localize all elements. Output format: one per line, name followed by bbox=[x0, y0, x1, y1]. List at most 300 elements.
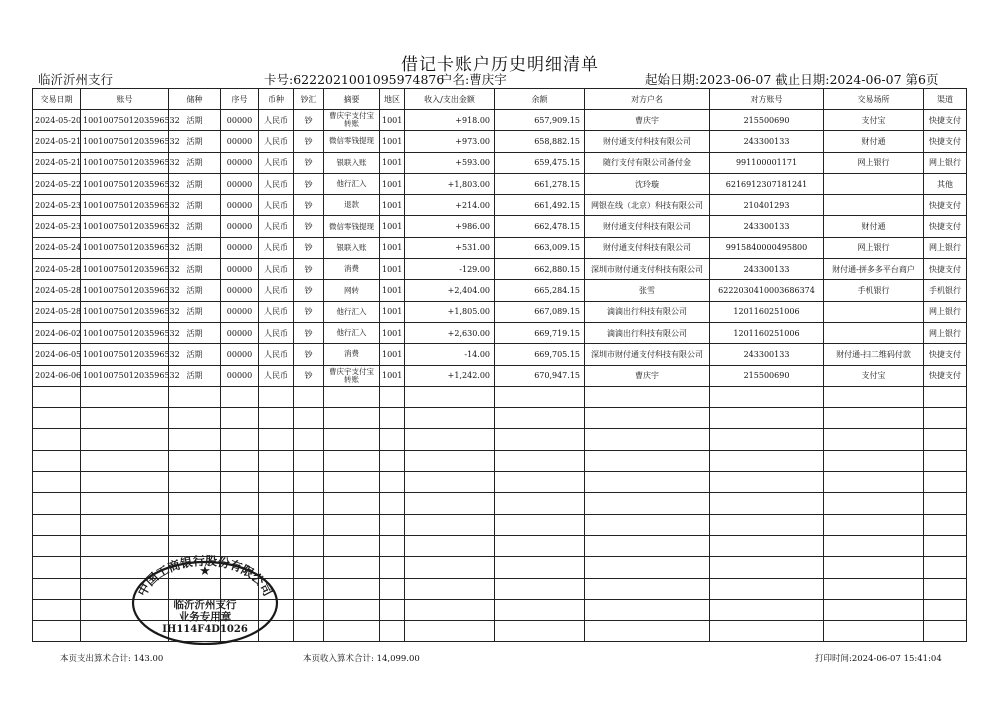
table-cell: 手机银行 bbox=[924, 280, 967, 301]
empty-cell bbox=[169, 450, 221, 471]
table-cell: 活期 bbox=[169, 322, 221, 343]
empty-cell bbox=[405, 408, 495, 429]
table-cell: +2,630.00 bbox=[405, 322, 495, 343]
card-number: 卡号:6222021001095974876 bbox=[264, 72, 445, 87]
empty-cell bbox=[495, 514, 585, 535]
table-cell bbox=[824, 322, 924, 343]
empty-row bbox=[33, 429, 967, 450]
table-cell: 215500690 bbox=[710, 365, 824, 386]
empty-cell bbox=[495, 429, 585, 450]
table-cell: 2024-05-22 bbox=[33, 173, 81, 194]
table-row bbox=[33, 131, 967, 152]
table-cell: 滴滴出行科技有限公司 bbox=[585, 301, 710, 322]
empty-cell bbox=[169, 472, 221, 493]
table-cell: 1001 bbox=[380, 237, 405, 258]
table-cell: 网转 bbox=[324, 280, 380, 301]
table-cell: 钞 bbox=[294, 110, 324, 131]
empty-cell bbox=[221, 514, 259, 535]
table-row bbox=[33, 216, 967, 237]
empty-cell bbox=[710, 557, 824, 578]
empty-cell bbox=[259, 450, 294, 471]
empty-cell bbox=[495, 450, 585, 471]
branch-name: 临沂沂州支行 bbox=[38, 72, 114, 87]
table-cell: 1201160251006 bbox=[710, 301, 824, 322]
empty-cell bbox=[294, 472, 324, 493]
empty-cell bbox=[405, 557, 495, 578]
col-header: 余额 bbox=[495, 89, 585, 110]
table-row bbox=[33, 173, 967, 194]
statement-title: 借记卡账户历史明细清单 bbox=[401, 55, 599, 75]
empty-cell bbox=[585, 578, 710, 599]
table-cell: 滴滴出行科技有限公司 bbox=[585, 322, 710, 343]
empty-cell bbox=[824, 408, 924, 429]
table-cell: 快捷支付 bbox=[924, 131, 967, 152]
empty-cell bbox=[824, 450, 924, 471]
table-cell: 银联入账 bbox=[324, 237, 380, 258]
empty-cell bbox=[824, 493, 924, 514]
table-cell: +973.00 bbox=[405, 131, 495, 152]
table-cell: 1001 bbox=[380, 110, 405, 131]
table-cell: 活期 bbox=[169, 152, 221, 173]
table-cell: 2024-06-02 bbox=[33, 322, 81, 343]
table-cell: 665,284.15 bbox=[495, 280, 585, 301]
table-cell: 991100001171 bbox=[710, 152, 824, 173]
empty-cell bbox=[405, 514, 495, 535]
col-header: 对方户名 bbox=[585, 89, 710, 110]
empty-cell bbox=[259, 472, 294, 493]
table-cell: 钞 bbox=[294, 173, 324, 194]
table-cell: 1001007501203596532 bbox=[81, 259, 169, 280]
col-header: 渠道 bbox=[924, 89, 967, 110]
empty-cell bbox=[924, 599, 967, 620]
empty-cell bbox=[924, 557, 967, 578]
table-cell: 210401293 bbox=[710, 195, 824, 216]
table-cell: 1001007501203596532 bbox=[81, 301, 169, 322]
empty-cell bbox=[324, 450, 380, 471]
table-cell: 243300133 bbox=[710, 131, 824, 152]
table-cell: 网上银行 bbox=[824, 152, 924, 173]
empty-cell bbox=[324, 557, 380, 578]
empty-cell bbox=[405, 535, 495, 556]
table-cell: 9915840000495800 bbox=[710, 237, 824, 258]
empty-cell bbox=[824, 578, 924, 599]
table-cell: 人民币 bbox=[259, 322, 294, 343]
empty-cell bbox=[33, 408, 81, 429]
empty-row bbox=[33, 514, 967, 535]
table-row bbox=[33, 152, 967, 173]
table-cell: 人民币 bbox=[259, 301, 294, 322]
table-cell: 1001007501203596532 bbox=[81, 280, 169, 301]
table-cell: 667,089.15 bbox=[495, 301, 585, 322]
table-cell: 00000 bbox=[221, 301, 259, 322]
table-cell: 钞 bbox=[294, 344, 324, 365]
table-cell: 活期 bbox=[169, 173, 221, 194]
empty-cell bbox=[294, 408, 324, 429]
account-holder: 户名:曹庆宇 bbox=[440, 72, 507, 87]
empty-cell bbox=[495, 557, 585, 578]
col-header: 交易日期 bbox=[33, 89, 81, 110]
empty-cell bbox=[33, 599, 81, 620]
table-cell: 1001 bbox=[380, 216, 405, 237]
table-cell: 661,278.15 bbox=[495, 173, 585, 194]
table-cell: 手机银行 bbox=[824, 280, 924, 301]
empty-cell bbox=[710, 621, 824, 642]
empty-cell bbox=[710, 408, 824, 429]
table-cell: 活期 bbox=[169, 110, 221, 131]
empty-row bbox=[33, 408, 967, 429]
table-cell: 曹庆宇 bbox=[585, 365, 710, 386]
seal-star-icon: ★ bbox=[199, 564, 211, 579]
empty-cell bbox=[324, 408, 380, 429]
table-cell: 银联入账 bbox=[324, 152, 380, 173]
table-cell: 人民币 bbox=[259, 259, 294, 280]
table-cell: 663,009.15 bbox=[495, 237, 585, 258]
empty-cell bbox=[33, 621, 81, 642]
table-cell: 669,705.15 bbox=[495, 344, 585, 365]
table-cell: +986.00 bbox=[405, 216, 495, 237]
table-cell: 人民币 bbox=[259, 195, 294, 216]
table-cell: 人民币 bbox=[259, 344, 294, 365]
empty-cell bbox=[495, 535, 585, 556]
table-cell: 活期 bbox=[169, 131, 221, 152]
table-cell: 1001 bbox=[380, 322, 405, 343]
empty-cell bbox=[924, 578, 967, 599]
empty-cell bbox=[33, 386, 81, 407]
empty-cell bbox=[294, 386, 324, 407]
seal-arc-text: 中国工商银行股份有限公司 bbox=[134, 553, 276, 599]
table-cell: -129.00 bbox=[405, 259, 495, 280]
table-cell: +1,242.00 bbox=[405, 365, 495, 386]
empty-cell bbox=[405, 386, 495, 407]
empty-cell bbox=[169, 493, 221, 514]
empty-cell bbox=[710, 578, 824, 599]
empty-cell bbox=[380, 557, 405, 578]
empty-cell bbox=[710, 429, 824, 450]
empty-cell bbox=[585, 557, 710, 578]
empty-cell bbox=[924, 472, 967, 493]
col-header: 账号 bbox=[81, 89, 169, 110]
empty-cell bbox=[495, 386, 585, 407]
col-header: 地区 bbox=[380, 89, 405, 110]
table-cell: 活期 bbox=[169, 195, 221, 216]
table-cell: 网上银行 bbox=[924, 152, 967, 173]
table-cell: 消费 bbox=[324, 344, 380, 365]
empty-cell bbox=[710, 535, 824, 556]
table-cell: 曹庆宇支付宝转账 bbox=[324, 110, 380, 131]
table-cell: 活期 bbox=[169, 365, 221, 386]
table-cell: 钞 bbox=[294, 280, 324, 301]
table-cell: 1001007501203596532 bbox=[81, 322, 169, 343]
empty-cell bbox=[33, 472, 81, 493]
empty-cell bbox=[824, 599, 924, 620]
empty-cell bbox=[924, 386, 967, 407]
table-cell: 快捷支付 bbox=[924, 110, 967, 131]
table-row bbox=[33, 344, 967, 365]
table-cell: 00000 bbox=[221, 237, 259, 258]
table-cell: 曹庆宇 bbox=[585, 110, 710, 131]
table-row bbox=[33, 110, 967, 131]
table-cell: 6216912307181241 bbox=[710, 173, 824, 194]
table-cell bbox=[824, 195, 924, 216]
table-cell: 网上银行 bbox=[924, 301, 967, 322]
empty-cell bbox=[585, 450, 710, 471]
table-cell: 243300133 bbox=[710, 216, 824, 237]
empty-cell bbox=[380, 429, 405, 450]
empty-cell bbox=[81, 514, 169, 535]
table-cell: 1001 bbox=[380, 259, 405, 280]
table-cell bbox=[824, 173, 924, 194]
col-header: 交易场所 bbox=[824, 89, 924, 110]
table-cell: +1,805.00 bbox=[405, 301, 495, 322]
empty-cell bbox=[495, 493, 585, 514]
empty-cell bbox=[585, 493, 710, 514]
table-cell: 财付通支付科技有限公司 bbox=[585, 237, 710, 258]
empty-cell bbox=[294, 535, 324, 556]
empty-cell bbox=[324, 535, 380, 556]
table-cell: 财付通支付科技有限公司 bbox=[585, 131, 710, 152]
table-cell: 1001007501203596532 bbox=[81, 195, 169, 216]
empty-cell bbox=[33, 535, 81, 556]
empty-cell bbox=[294, 493, 324, 514]
empty-cell bbox=[81, 472, 169, 493]
empty-cell bbox=[380, 599, 405, 620]
table-cell: 1001 bbox=[380, 173, 405, 194]
empty-cell bbox=[380, 493, 405, 514]
empty-cell bbox=[324, 472, 380, 493]
empty-cell bbox=[710, 599, 824, 620]
empty-cell bbox=[380, 408, 405, 429]
empty-cell bbox=[380, 578, 405, 599]
table-cell: 00000 bbox=[221, 173, 259, 194]
table-cell: 1001007501203596532 bbox=[81, 237, 169, 258]
empty-cell bbox=[33, 557, 81, 578]
table-cell: 1001 bbox=[380, 301, 405, 322]
table-cell: +531.00 bbox=[405, 237, 495, 258]
table-cell: 财付通 bbox=[824, 216, 924, 237]
table-cell: 快捷支付 bbox=[924, 259, 967, 280]
empty-cell bbox=[324, 621, 380, 642]
table-cell: 财付通-扫二维码付款 bbox=[824, 344, 924, 365]
table-cell: 他行汇入 bbox=[324, 322, 380, 343]
empty-cell bbox=[924, 535, 967, 556]
table-row bbox=[33, 365, 967, 386]
table-cell: 661,492.15 bbox=[495, 195, 585, 216]
table-cell: 243300133 bbox=[710, 344, 824, 365]
table-cell: 670,947.15 bbox=[495, 365, 585, 386]
table-row bbox=[33, 237, 967, 258]
empty-cell bbox=[169, 408, 221, 429]
table-cell: 快捷支付 bbox=[924, 216, 967, 237]
table-cell: +593.00 bbox=[405, 152, 495, 173]
empty-cell bbox=[33, 450, 81, 471]
empty-cell bbox=[259, 386, 294, 407]
table-cell: 1001 bbox=[380, 280, 405, 301]
table-cell: 人民币 bbox=[259, 152, 294, 173]
empty-cell bbox=[380, 621, 405, 642]
table-row bbox=[33, 259, 967, 280]
table-cell: 财付通 bbox=[824, 131, 924, 152]
table-cell: 人民币 bbox=[259, 365, 294, 386]
table-cell: 活期 bbox=[169, 280, 221, 301]
empty-cell bbox=[710, 450, 824, 471]
empty-row bbox=[33, 386, 967, 407]
empty-cell bbox=[924, 621, 967, 642]
table-cell: 网银在线（北京）科技有限公司 bbox=[585, 195, 710, 216]
table-cell: 深圳市财付通支付科技有限公司 bbox=[585, 344, 710, 365]
empty-cell bbox=[81, 408, 169, 429]
empty-cell bbox=[824, 535, 924, 556]
empty-cell bbox=[324, 429, 380, 450]
table-cell: 657,909.15 bbox=[495, 110, 585, 131]
empty-cell bbox=[405, 621, 495, 642]
table-cell: 网上银行 bbox=[824, 237, 924, 258]
table-cell: 1001007501203596532 bbox=[81, 152, 169, 173]
table-cell: 1001 bbox=[380, 195, 405, 216]
empty-cell bbox=[924, 514, 967, 535]
table-cell: 243300133 bbox=[710, 259, 824, 280]
table-header-row bbox=[33, 89, 967, 110]
empty-cell bbox=[33, 578, 81, 599]
table-cell: 1001 bbox=[380, 365, 405, 386]
empty-cell bbox=[824, 621, 924, 642]
empty-cell bbox=[33, 514, 81, 535]
empty-cell bbox=[710, 493, 824, 514]
empty-cell bbox=[169, 514, 221, 535]
empty-cell bbox=[495, 599, 585, 620]
table-cell: 退款 bbox=[324, 195, 380, 216]
empty-cell bbox=[924, 408, 967, 429]
empty-cell bbox=[81, 450, 169, 471]
table-cell: 钞 bbox=[294, 131, 324, 152]
table-cell: 2024-05-28 bbox=[33, 280, 81, 301]
table-cell: 钞 bbox=[294, 365, 324, 386]
seal-line2: 业务专用章 bbox=[178, 611, 232, 623]
empty-cell bbox=[294, 429, 324, 450]
col-header: 序号 bbox=[221, 89, 259, 110]
table-cell: 00000 bbox=[221, 110, 259, 131]
table-cell: 00000 bbox=[221, 344, 259, 365]
table-cell: 财付通支付科技有限公司 bbox=[585, 216, 710, 237]
empty-cell bbox=[380, 514, 405, 535]
empty-cell bbox=[221, 386, 259, 407]
table-cell: 1001007501203596532 bbox=[81, 110, 169, 131]
table-cell: 钞 bbox=[294, 152, 324, 173]
empty-cell bbox=[710, 514, 824, 535]
table-cell: 人民币 bbox=[259, 131, 294, 152]
empty-cell bbox=[81, 493, 169, 514]
empty-cell bbox=[585, 621, 710, 642]
empty-cell bbox=[710, 386, 824, 407]
table-cell: 2024-05-21 bbox=[33, 131, 81, 152]
table-cell: 1001007501203596532 bbox=[81, 131, 169, 152]
table-cell: 活期 bbox=[169, 237, 221, 258]
col-header: 钞汇 bbox=[294, 89, 324, 110]
empty-cell bbox=[33, 429, 81, 450]
table-cell: 1001 bbox=[380, 131, 405, 152]
table-cell: 人民币 bbox=[259, 173, 294, 194]
col-header: 币种 bbox=[259, 89, 294, 110]
empty-cell bbox=[924, 450, 967, 471]
table-cell: 其他 bbox=[924, 173, 967, 194]
empty-row bbox=[33, 472, 967, 493]
table-cell: 深圳市财付通支付科技有限公司 bbox=[585, 259, 710, 280]
table-cell: 钞 bbox=[294, 259, 324, 280]
empty-row bbox=[33, 450, 967, 471]
empty-cell bbox=[495, 408, 585, 429]
empty-cell bbox=[380, 472, 405, 493]
date-range-page: 起始日期:2023-06-07 截止日期:2024-06-07 第6页 bbox=[645, 72, 939, 87]
table-cell: 活期 bbox=[169, 216, 221, 237]
table-cell: 00000 bbox=[221, 365, 259, 386]
table-cell: 659,475.15 bbox=[495, 152, 585, 173]
table-cell: 00000 bbox=[221, 280, 259, 301]
empty-cell bbox=[294, 599, 324, 620]
empty-cell bbox=[824, 386, 924, 407]
empty-cell bbox=[294, 450, 324, 471]
empty-cell bbox=[324, 514, 380, 535]
table-cell: 支付宝 bbox=[824, 365, 924, 386]
empty-cell bbox=[405, 493, 495, 514]
table-row bbox=[33, 322, 967, 343]
empty-cell bbox=[405, 599, 495, 620]
table-cell: 快捷支付 bbox=[924, 365, 967, 386]
table-cell: +1,803.00 bbox=[405, 173, 495, 194]
empty-cell bbox=[259, 429, 294, 450]
table-cell: 人民币 bbox=[259, 216, 294, 237]
empty-cell bbox=[585, 408, 710, 429]
empty-cell bbox=[324, 599, 380, 620]
table-cell bbox=[824, 301, 924, 322]
table-cell: 669,719.15 bbox=[495, 322, 585, 343]
empty-cell bbox=[824, 472, 924, 493]
table-cell: 2024-05-24 bbox=[33, 237, 81, 258]
table-cell: +918.00 bbox=[405, 110, 495, 131]
table-cell: 沈玲璇 bbox=[585, 173, 710, 194]
empty-cell bbox=[33, 493, 81, 514]
table-cell: 2024-05-20 bbox=[33, 110, 81, 131]
table-cell: 微信零钱提现 bbox=[324, 216, 380, 237]
table-cell: 活期 bbox=[169, 344, 221, 365]
table-row bbox=[33, 280, 967, 301]
table-cell: 随行支付有限公司备付金 bbox=[585, 152, 710, 173]
empty-cell bbox=[585, 472, 710, 493]
table-cell: 微信零钱提现 bbox=[324, 131, 380, 152]
table-cell: 2024-06-05 bbox=[33, 344, 81, 365]
empty-cell bbox=[294, 578, 324, 599]
table-cell: 网上银行 bbox=[924, 237, 967, 258]
table-cell: 1001007501203596532 bbox=[81, 344, 169, 365]
table-cell: 2024-05-23 bbox=[33, 216, 81, 237]
table-cell: 00000 bbox=[221, 131, 259, 152]
empty-cell bbox=[324, 386, 380, 407]
empty-cell bbox=[585, 599, 710, 620]
expense-total: 本页支出算术合计: 143.00 bbox=[60, 654, 164, 664]
table-cell: 支付宝 bbox=[824, 110, 924, 131]
table-cell: 1001007501203596532 bbox=[81, 365, 169, 386]
table-cell: 2024-06-06 bbox=[33, 365, 81, 386]
table-cell: 662,880.15 bbox=[495, 259, 585, 280]
empty-cell bbox=[81, 386, 169, 407]
table-cell: 钞 bbox=[294, 322, 324, 343]
empty-cell bbox=[294, 514, 324, 535]
table-cell: 活期 bbox=[169, 259, 221, 280]
table-cell: 662,478.15 bbox=[495, 216, 585, 237]
empty-cell bbox=[324, 578, 380, 599]
table-row bbox=[33, 301, 967, 322]
col-header: 储种 bbox=[169, 89, 221, 110]
empty-cell bbox=[585, 535, 710, 556]
empty-cell bbox=[169, 386, 221, 407]
